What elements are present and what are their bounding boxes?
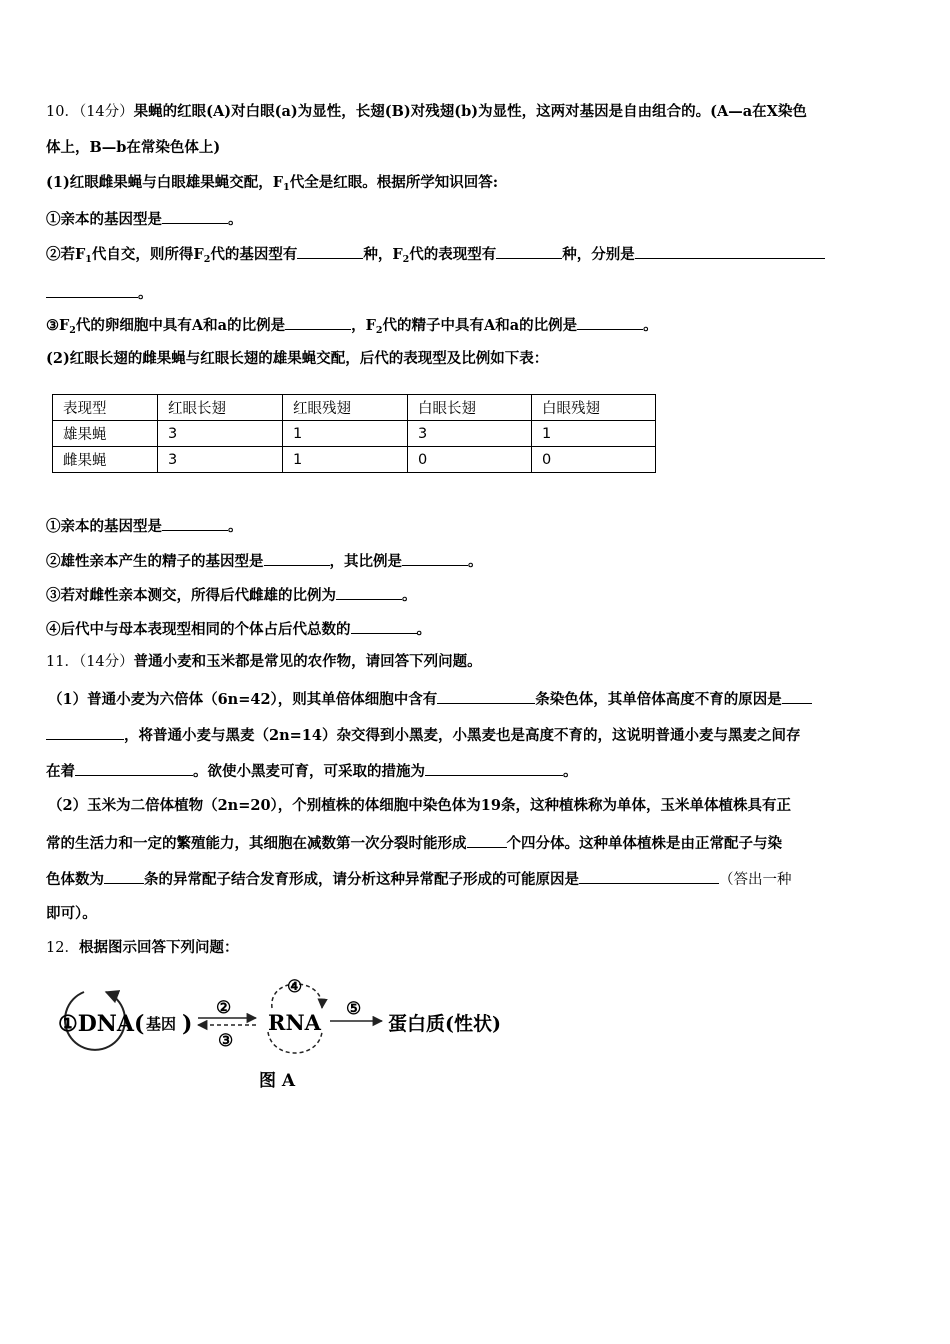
- answer-blank[interactable]: [496, 243, 562, 259]
- q11-p1-b: 条染色体，其单倍体高度不育的原因是: [535, 691, 782, 708]
- phenotype-table: [52, 394, 656, 473]
- q10-p2-2-b: ，其比例是: [329, 553, 402, 570]
- q12-number: 12．: [46, 940, 79, 956]
- table-cell: 3: [158, 421, 283, 447]
- q10-p2-2-a: ②雄性亲本产生的精子的基因型是: [46, 553, 264, 570]
- table-cell: 3: [158, 447, 283, 473]
- q10-p1-3: [46, 314, 906, 336]
- table-cell: 0: [408, 447, 532, 473]
- q10-p2-1-b: 。: [228, 518, 243, 535]
- q10-part1-intro: [46, 173, 906, 193]
- table-header-cell: 红眼残翅: [283, 395, 408, 421]
- answer-blank[interactable]: [425, 760, 563, 776]
- dna-label: ①DNA(: [58, 1011, 145, 1037]
- table-cell: 1: [283, 447, 408, 473]
- q10-p2-1-a: ①亲本的基因型是: [46, 518, 162, 535]
- q11-p1-a: （1）普通小麦为六倍体（6n=42），则其单倍体细胞中含有: [48, 691, 438, 708]
- answer-blank[interactable]: [351, 618, 417, 634]
- q10-part2-intro: (2)红眼长翅的雌果蝇与红眼长翅的雄果蝇交配，后代的表现型及比例如下表：: [46, 350, 549, 367]
- q10-p2-2: [46, 550, 906, 572]
- q10-p1-2-b: 代自交，则所得F: [91, 246, 204, 263]
- q10-part1-intro-sub: 1: [283, 182, 290, 193]
- answer-blank[interactable]: [46, 724, 124, 740]
- q10-p1-2-sub1: 1: [85, 254, 92, 265]
- table-cell: 1: [532, 421, 656, 447]
- q11-p1-line1: [48, 688, 908, 710]
- figure-caption: 图 A: [259, 1071, 296, 1091]
- q10-p1-1: [46, 208, 906, 230]
- answer-blank[interactable]: [297, 243, 363, 259]
- answer-blank[interactable]: [285, 314, 351, 330]
- table-cell: 雄果蝇: [53, 421, 158, 447]
- q10-p1-3-e: 。: [643, 317, 658, 334]
- answer-blank[interactable]: [577, 314, 643, 330]
- q10-p2-4-a: ④后代中与母本表现型相同的个体占后代总数的: [46, 621, 351, 638]
- q10-p1-2-a: ②若F: [46, 246, 86, 263]
- q10-stem-line2: 体上，B—b在常染色体上): [46, 139, 221, 156]
- table-cell: 0: [532, 447, 656, 473]
- q10-p1-2-sub3: 2: [402, 254, 410, 265]
- step-5-label: ⑤: [346, 999, 362, 1019]
- q11-p2-c: 个四分体。这种单体植株是由正常配子与染: [506, 835, 782, 852]
- q10-stem-text1: 果蝇的红眼(A)对白眼(a)为显性，长翅(B)对残翅(b)为显性，这两对基因是自由组合的。(A—a在X染色: [133, 103, 807, 120]
- answer-blank[interactable]: [162, 208, 228, 224]
- table-cell: 1: [283, 421, 408, 447]
- dna-close-paren: ): [182, 1011, 193, 1037]
- table-header-cell: 红眼长翅: [158, 395, 283, 421]
- answer-blank[interactable]: [635, 243, 825, 259]
- q11-stem: [46, 652, 906, 672]
- table-header-cell: 表现型: [53, 395, 158, 421]
- rna-lower-dashed-arc: [268, 1032, 322, 1053]
- q10-stem-line1: [46, 102, 906, 122]
- answer-blank[interactable]: [579, 868, 719, 884]
- q11-stem-text: 普通小麦和玉米都是常见的农作物，请回答下列问题。: [133, 653, 482, 670]
- q10-p1-2-sub2: 2: [203, 254, 211, 265]
- q10-part1-intro-b: 代全是红眼。根据所学知识回答:: [289, 174, 499, 191]
- table-cell: 雌果蝇: [53, 447, 158, 473]
- q11-p2-line1: （2）玉米为二倍体植物（2n=20），个别植株的体细胞中染色体为19条，这种植株称为单体，玉米单体植株具有正: [48, 797, 791, 814]
- q10-p1-3-a: ③F: [46, 317, 70, 334]
- q11-p1-c: ，将普通小麦与黑麦（2n=14）杂交得到小黑麦，小黑麦也是高度不育的，这说明普通小麦与黑麦之间存: [124, 727, 801, 744]
- q11-p2-line3: [46, 868, 906, 890]
- step-4-label: ④: [287, 977, 303, 997]
- table-cell: 3: [408, 421, 532, 447]
- q10-p1-1-end: 。: [228, 211, 243, 228]
- q10-p2-1: [46, 515, 906, 537]
- q10-number: 10．: [46, 104, 79, 120]
- q11-score: （14分）: [78, 654, 134, 670]
- q10-p2-2-c: 。: [468, 553, 483, 570]
- q11-p2-f: （答出一种: [719, 872, 792, 888]
- protein-label: 蛋白质(性状): [388, 1013, 501, 1035]
- step-2-label: ②: [216, 998, 232, 1018]
- q11-p2-d: 色体数为: [46, 871, 104, 888]
- central-dogma-diagram: [46, 968, 566, 1098]
- q10-p1-3-d: 代的精子中具有A和a的比例是: [382, 317, 578, 334]
- gene-label: 基因: [146, 1015, 177, 1033]
- q10-p1-2-cont: [46, 282, 906, 304]
- q10-p1-2-e: 代的表现型有: [409, 246, 497, 263]
- q10-p2-4: [46, 618, 906, 640]
- q10-p1-3-c: ，F: [351, 317, 376, 334]
- q10-p2-3-b: 。: [402, 587, 417, 604]
- answer-blank[interactable]: [46, 282, 138, 298]
- table-row: [53, 447, 656, 473]
- q11-p2-e: 条的异常配子结合发育形成，请分析这种异常配子形成的可能原因是: [144, 871, 579, 888]
- q11-p1-line2: [46, 724, 906, 746]
- q10-part1-intro-a: (1)红眼雌果蝇与白眼雄果蝇交配，F: [46, 174, 284, 191]
- q10-p1-3-b: 代的卵细胞中具有A和a的比例是: [75, 317, 286, 334]
- q12-stem-text: 根据图示回答下列问题：: [78, 939, 239, 956]
- table-header-cell: 白眼残翅: [532, 395, 656, 421]
- q11-number: 11．: [46, 654, 79, 670]
- answer-blank[interactable]: [264, 550, 330, 566]
- answer-blank[interactable]: [336, 584, 402, 600]
- table-header-row: [53, 395, 656, 421]
- q11-p1-f: 。: [563, 763, 578, 780]
- q10-p2-3-a: ③若对雌性亲本测交，所得后代雌雄的比例为: [46, 587, 336, 604]
- table-row: [53, 421, 656, 447]
- q10-p1-2: [46, 243, 906, 265]
- answer-blank[interactable]: [104, 868, 144, 884]
- q11-p2-b: 常的生活力和一定的繁殖能力，其细胞在减数第一次分裂时能形成: [46, 835, 467, 852]
- q10-p1-2-c: 代的基因型有: [210, 246, 298, 263]
- q11-p1-d: 在着: [46, 763, 75, 780]
- q10-p1-3-sub2: 2: [375, 325, 383, 336]
- answer-blank[interactable]: [782, 688, 812, 704]
- q10-p1-2-f: 种，分别是: [562, 246, 635, 263]
- answer-blank[interactable]: [402, 550, 468, 566]
- q10-p1-3-sub1: 2: [69, 325, 76, 336]
- q10-score: （14分）: [78, 104, 134, 120]
- q11-p1-line3: [46, 760, 906, 782]
- q10-p1-2-d: 种，F: [363, 246, 403, 263]
- q12-stem: [46, 938, 906, 958]
- q10-p1-1-text: ①亲本的基因型是: [46, 211, 162, 228]
- q10-p2-3: [46, 584, 906, 606]
- step-3-label: ③: [218, 1031, 234, 1051]
- q11-p2-line4: 即可）。: [46, 905, 97, 922]
- answer-blank[interactable]: [162, 515, 228, 531]
- answer-blank[interactable]: [75, 760, 193, 776]
- q10-p2-4-b: 。: [416, 621, 431, 638]
- q10-p1-2-end: 。: [138, 285, 153, 302]
- q11-p1-e: 。欲使小黑麦可育，可采取的措施为: [193, 763, 425, 780]
- answer-blank[interactable]: [467, 832, 507, 848]
- answer-blank[interactable]: [437, 688, 535, 704]
- q11-p2-line2: [46, 832, 906, 854]
- table-header-cell: 白眼长翅: [408, 395, 532, 421]
- rna-label: RNA: [268, 1010, 321, 1035]
